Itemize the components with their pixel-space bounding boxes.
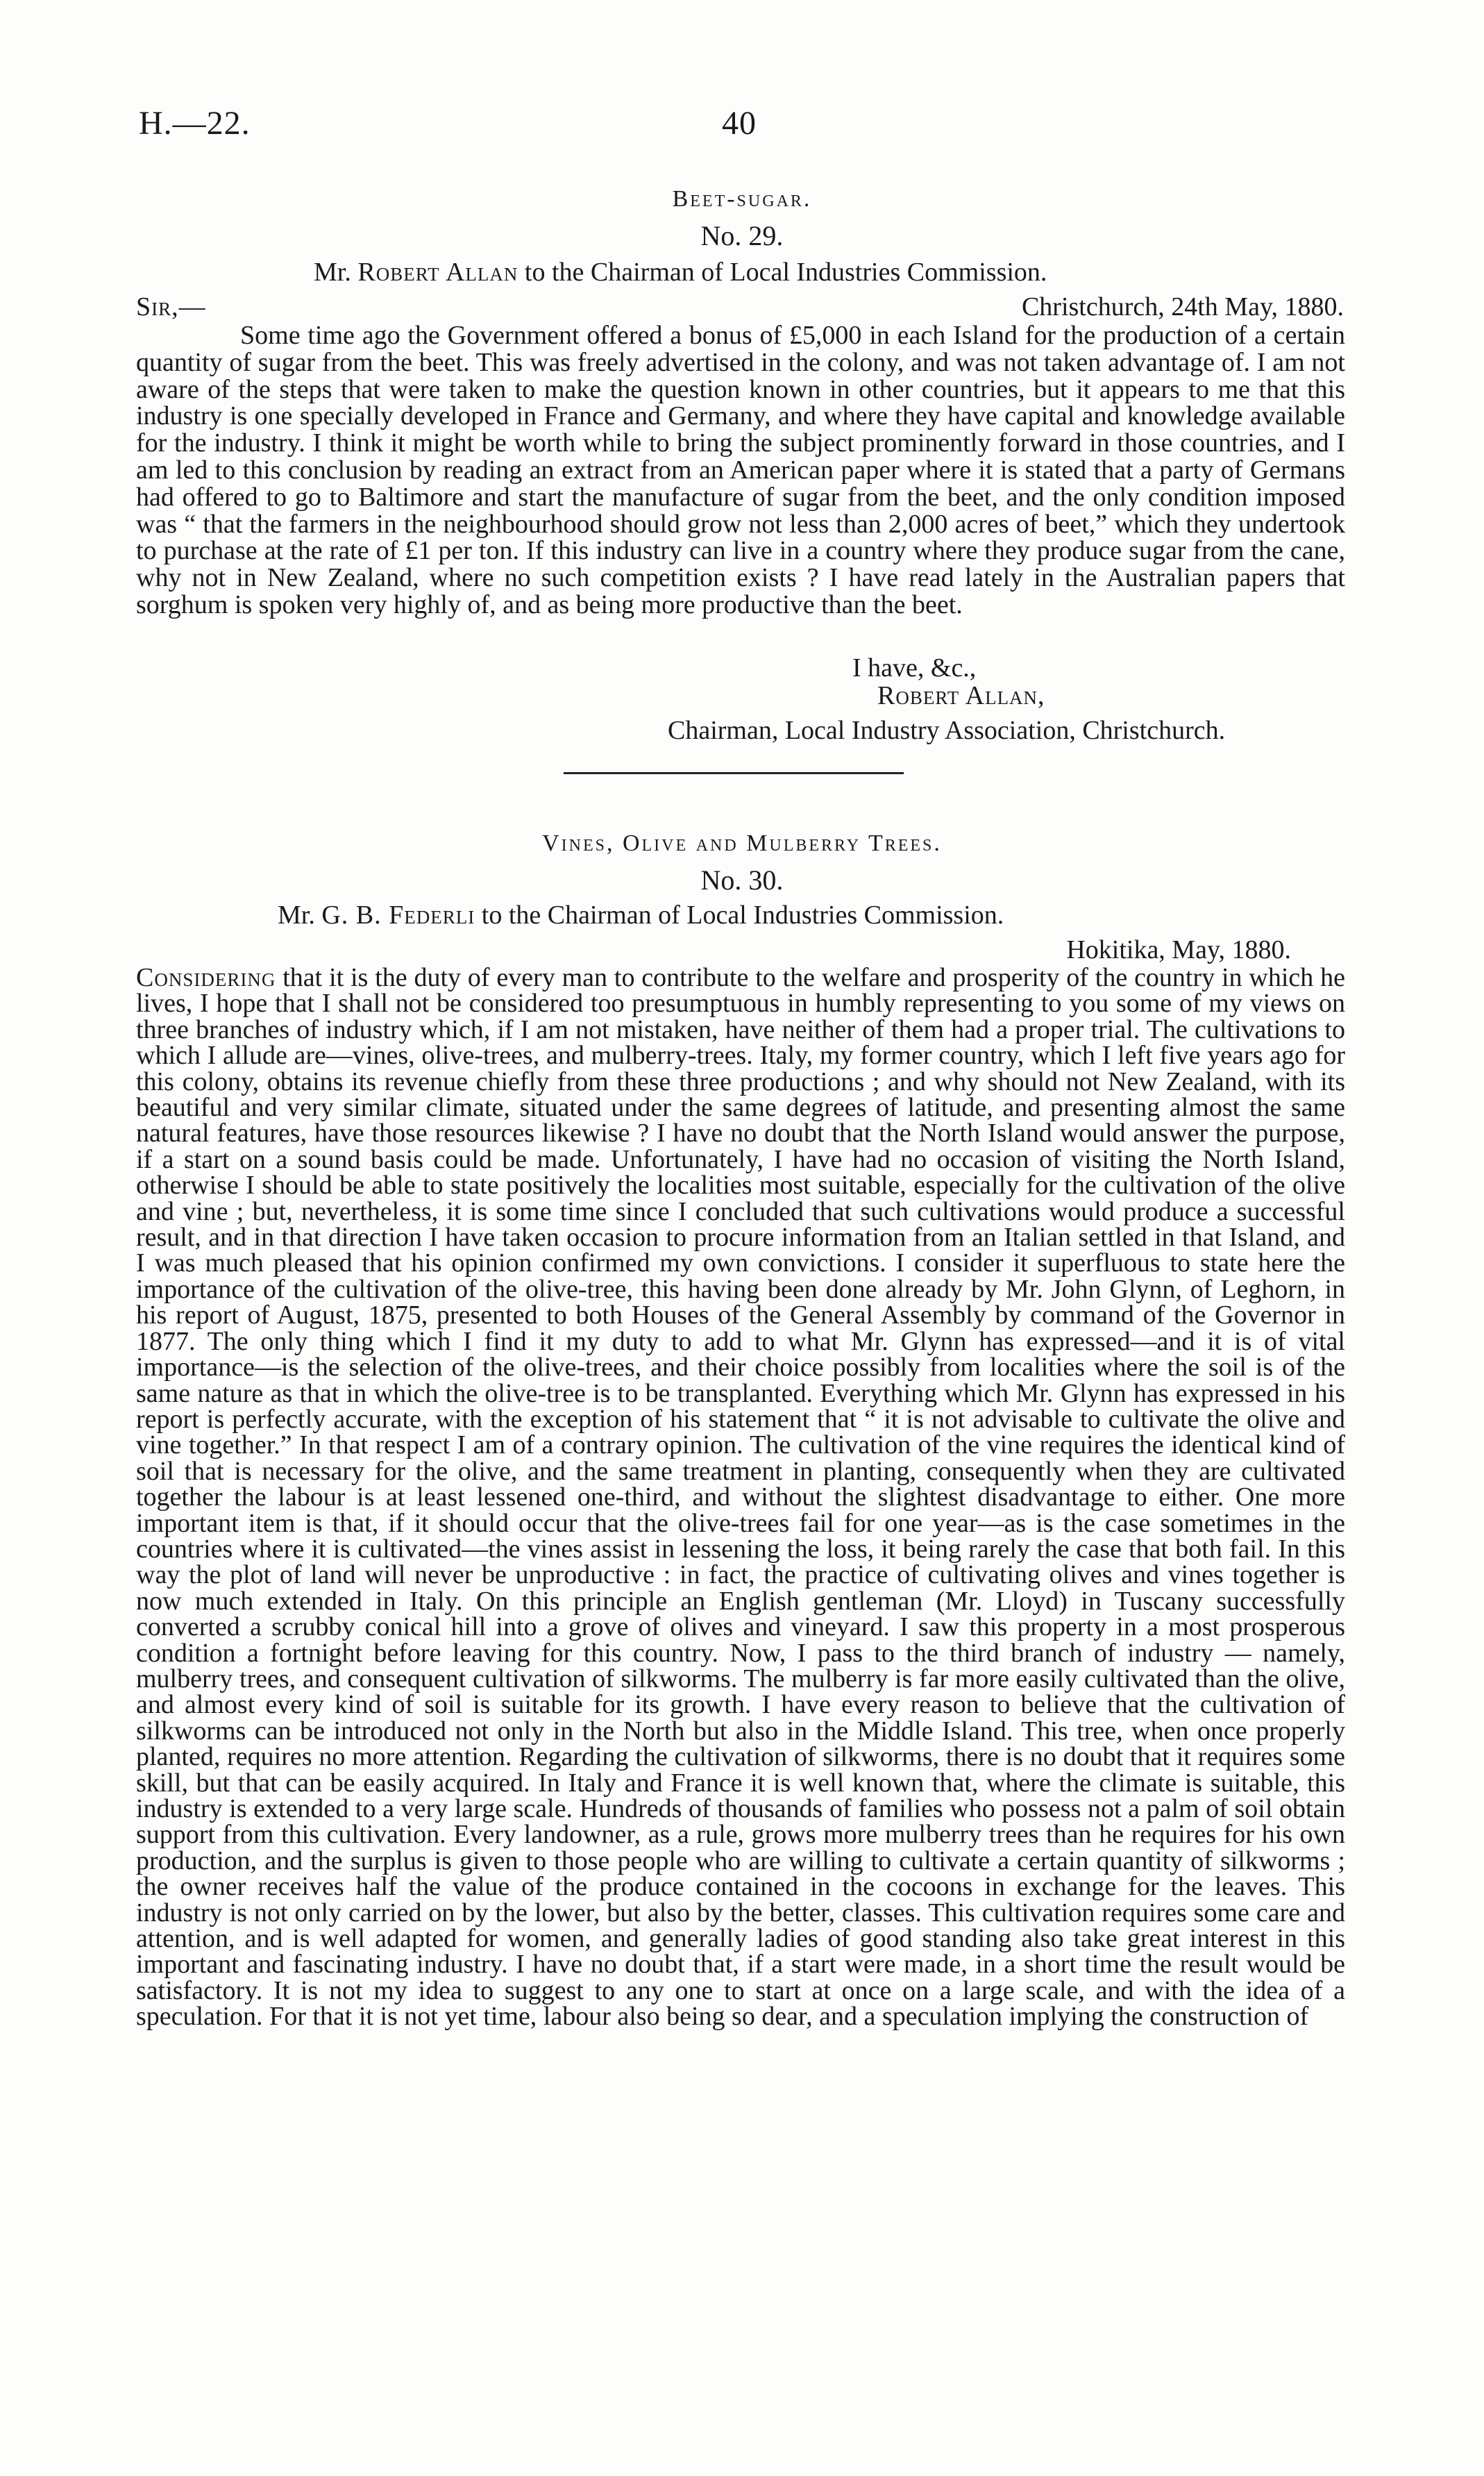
from-suffix: to the Chairman of Local Industries Commission. — [518, 258, 1047, 287]
letter-number-29: No. 29. — [700, 220, 784, 251]
letter-29-body: Some time ago the Government offered a bonus of £5,000 in each Island for the production of a certain quantity of sugar from the beet. This was freely advertised in the colony, and was not taken advantage of. I am not aware of the steps that were taken to make the question known in other countries, but it appears to me that this industry is one specially developed in France and Germany, and where they have capital and knowledge available for the industry. I think it might be worth while to bring the subject prominently forward in those countries, and I am led to this conclusion by reading an extract from an American paper where it is stated that a party of Germans had offered to go to Baltimore and start the manufacture of sugar from the beet, and the only condition imposed was “ that the farmers in the neighbourhood should grow not less than 2,000 acres of beet,” which they undertook to purchase at the rate of £1 per ton. If this industry can live in a country where they produce sugar from the cane, why not in New Zealand, where no such competition exists ? I have read lately in the Australian papers that sorghum is spoken very highly of, and as being more productive than the beet. — [136, 321, 1345, 619]
letter-29-addressee-line — [314, 257, 1047, 287]
section-title-vines-olive-mulberry: Vines, Olive and Mulberry Trees. — [542, 830, 942, 856]
page-number: 40 — [722, 105, 757, 142]
sender-name: Robert Allan — [357, 258, 518, 287]
from-prefix: Mr. — [314, 258, 358, 287]
section-divider — [564, 772, 904, 774]
letter-number-30: No. 30. — [700, 864, 784, 896]
letter-29-closing: I have, &c., — [852, 653, 977, 683]
section-title-beet-sugar: Beet-sugar. — [672, 186, 812, 212]
from-prefix: Mr. — [278, 901, 322, 930]
opening-word: Considering — [136, 963, 276, 992]
report-reference: H.—22. — [139, 105, 251, 142]
sender-name: G. B. Federli — [321, 901, 475, 930]
salutation: Sir,— — [136, 292, 206, 321]
letter-30-place-date: Hokitika, May, 1880. — [1066, 935, 1291, 964]
letter-29-signature: Robert Allan, — [877, 681, 1045, 710]
letter-30-addressee-line — [278, 900, 1004, 930]
letter-29-place-date: Christchurch, 24th May, 1880. — [1021, 292, 1344, 321]
letter-29-signature-title: Chairman, Local Industry Association, Christchurch. — [668, 716, 1226, 745]
from-suffix: to the Chairman of Local Industries Commission. — [475, 901, 1004, 930]
letter-30-body: Considering that it is the duty of every man to contribute to the welfare and prosperity of the country in which he lives, I hope that I shall not be considered too presumptuous in humbly representing to you some of my views on three branches of industry which, if I am not mistaken, have neither of them had a proper trial. The cultivations to which I allude are—vines, olive-trees, and mulberry-trees. Italy, my former country, which I left five years ago for this colony, obtains its revenue chiefly from these three productions ; and why should not New Zealand, with its beautiful and very similar climate, situated under the same degrees of latitude, and presenting almost the same natural features, have those resources likewise ? I have no doubt that the North Island would answer the purpose, if a start on a sound basis could be made. Unfortunately, I have had no occasion of visiting the North Island, otherwise I should be able to state positively the localities most suitable, especially for the cultivation of the olive and vine ; but, nevertheless, it is some time since I concluded that such cultivations would produce a successful result, and in that direction I have taken occasion to procure information from an Italian settled in that Island, and I was much pleased that his opinion confirmed my own convictions. I consider it superfluous to state here the importance of the cultivation of the olive-tree, this having been done already by Mr. John Glynn, of Leghorn, in his report of August, 1875, presented to both Houses of the General Assembly by command of the Governor in 1877. The only thing which I find it my duty to add to what Mr. Glynn has expressed—and it is of vital importance—is the selection of the olive-trees, and their choice possibly from localities where the soil is of the same nature as that in which the olive-tree is to be transplanted. Everything which Mr. Glynn has expressed in his report is perfectly accurate, with the exception of his statement that “ it is not advisable to cultivate the olive and vine together.” In that respect I am of a contrary opinion. The cultivation of the vine requires the identical kind of soil that is necessary for the olive, and the same treatment in planting, consequently when they are cultivated together the labour is at least lessened one-third, and without the slightest disadvantage to either. One more important item is that, if it should occur that the olive-trees fail for one year—as is the case sometimes in the countries where it is cultivated—the vines assist in lessening the loss, it being rarely the case that both fail. In this way the plot of land will never be unproductive : in fact, the practice of cultivating olives and vines together is now much extended in Italy. On this principle an English gentleman (Mr. Lloyd) in Tuscany successfully converted a scrubby conical hill into a grove of olives and vineyard. I saw this property in a most prosperous condition a fortnight before leaving for this country. Now, I pass to the third branch of industry — namely, mulberry trees, and consequent cultivation of silkworms. The mulberry is far more easily cultivated than the olive, and almost every kind of soil is suitable for its growth. I have every reason to believe that the cultivation of silkworms can be introduced not only in the North but also in the Middle Island. This tree, when once properly planted, requires no more attention. Regarding the cultivation of silkworms, there is no doubt that it requires some skill, but that can be easily acquired. In Italy and France it is well known that, where the climate is suitable, this industry is extended to a very large scale. Hundreds of thousands of families who possess not a palm of soil obtain support from this cultivation. Every landowner, as a rule, grows more mulberry trees than he requires for his own production, and the surplus is given to those people who are willing to cultivate a certain quantity of silkworms ; the owner receives half the value of the produce contained in the cocoons in exchange for the leaves. This industry is not only carried on by the lower, but also by the better, classes. This cultivation requires some care and attention, and is well adapted for women, and generally ladies of good standing also take great interest in this important and fascinating industry. I have no doubt that, if a start were made, in a short time the result would be satisfactory. It is not my idea to suggest to any one to start at once on a large scale, and with the idea of a speculation. For that it is not yet time, labour also being so dear, and a speculation implying the construction of — [136, 963, 1345, 2032]
